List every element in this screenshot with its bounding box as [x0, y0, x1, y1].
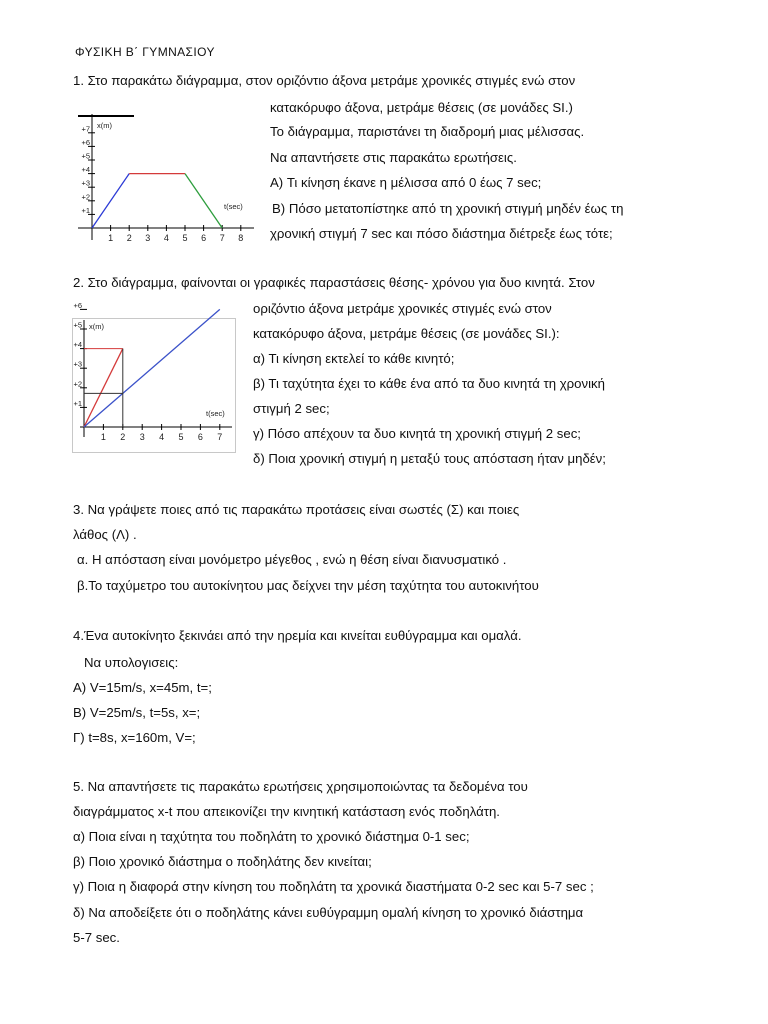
g2-y-tick-label: +4 [73, 340, 82, 350]
q3-line1: 3. Να γράψετε ποιες από τις παρακάτω προτάσεις είναι σωστές (Σ) και ποιες [73, 502, 520, 517]
q4-line4: B) V=25m/s, t=5s, x=; [73, 705, 201, 720]
document-title: ΦΥΣΙΚΗ Β΄ ΓΥΜΝΑΣΙΟΥ [75, 45, 215, 59]
g1-y-tick-label: +7 [81, 124, 90, 134]
g1-x-tick-label: 6 [201, 233, 207, 243]
q3-line2: λάθος (Λ) . [73, 527, 137, 542]
q4-line5: Γ) t=8s, x=160m, V=; [73, 730, 196, 745]
g2-x-tick-label: 2 [120, 432, 126, 442]
g2-y-axis-label: x(m) [89, 322, 104, 331]
q1-line1: 1. Στο παρακάτω διάγραμμα, στον οριζόντιο άξονα μετράμε χρονικές στιγμές ενώ στον [73, 73, 576, 88]
g2-y-tick-label: +2 [73, 379, 82, 389]
g2-series-line [84, 309, 220, 427]
g1-x-tick-label: 1 [108, 233, 114, 243]
g1-x-axis-label: t(sec) [224, 202, 243, 211]
g1-segment [92, 174, 129, 228]
g1-y-tick-label: +2 [81, 192, 90, 202]
g2-y-tick-label: +3 [73, 359, 82, 369]
q2-line4: α) Τι κίνηση εκτελεί το κάθε κινητό; [253, 351, 455, 366]
q3-line4: β.Το ταχύμετρο του αυτοκίνητου μας δείχνει την μέση ταχύτητα του αυτοκινήτου [77, 578, 539, 593]
g1-y-tick-label: +1 [81, 205, 90, 215]
q2-line7: γ) Πόσο απέχουν τα δυο κινητά τη χρονική στιγμή 2 sec; [253, 426, 581, 441]
g1-segment [185, 174, 222, 228]
bee-position-time-graph [70, 108, 255, 244]
q5-line1: 5. Να απαντήσετε τις παρακάτω ερωτήσεις χρησιμοποιώντας τα δεδομένα του [73, 779, 528, 794]
q1-line5: A) Τι κίνηση έκανε η μέλισσα από 0 έως 7 sec; [270, 175, 542, 190]
q1-line3: Το διάγραμμα, παριστάνει τη διαδρομή μιας μέλισσας. [270, 124, 585, 139]
q2-line1: 2. Στο διάγραμμα, φαίνονται οι γραφικές παραστάσεις θέσης- χρόνου για δυο κινητά. Στον [73, 275, 595, 290]
g2-x-tick-label: 4 [159, 432, 165, 442]
g1-x-tick-label: 3 [145, 233, 151, 243]
g2-x-tick-label: 1 [100, 432, 106, 442]
q4-line3: A) V=15m/s, x=45m, t=; [73, 680, 212, 695]
q5-line2: διαγράμματος x-t που απεικονίζει την κινητική κατάσταση ενός ποδηλάτη. [73, 804, 500, 819]
g1-x-tick-label: 5 [182, 233, 188, 243]
q2-line8: δ) Ποια χρονική στιγμή η μεταξύ τους απόσταση ήταν μηδέν; [253, 451, 606, 466]
q5-line4: β) Ποιο χρονικό διάστημα ο ποδηλάτης δεν κινείται; [73, 854, 372, 869]
q1-line6: B) Πόσο μετατοπίστηκε από τη χρονική στιγμή μηδέν έως τη [272, 201, 624, 216]
q4-line1: 4.Ένα αυτοκίνητο ξεκινάει από την ηρεμία και κινείται ευθύγραμμα και ομαλά. [73, 628, 522, 643]
g2-frame [73, 319, 236, 453]
g2-x-axis-label: t(sec) [206, 409, 225, 418]
q4-line2: Να υπολογισεις: [84, 655, 179, 670]
q5-line6: δ) Να αποδείξετε ότι ο ποδηλάτης κάνει ευθύγραμμη ομαλή κίνηση το χρονικό διάστημα [73, 905, 584, 920]
g1-y-tick-label: +6 [81, 137, 90, 147]
g1-y-axis-label: x(m) [97, 121, 112, 130]
g2-y-tick-label: +5 [73, 320, 82, 330]
q5-line5: γ) Ποια η διαφορά στην κίνηση του ποδηλάτη τα χρονικά διαστήματα 0-2 sec και 5-7 sec ; [73, 879, 594, 894]
q5-line3: α) Ποια είναι η ταχύτητα του ποδηλάτη το χρονικό διάστημα 0-1 sec; [73, 829, 470, 844]
q2-line2: οριζόντιο άξονα μετράμε χρονικές στιγμές ενώ στον [253, 301, 552, 316]
g1-y-tick-label: +5 [81, 151, 90, 161]
g1-x-tick-label: 8 [238, 233, 244, 243]
g1-y-tick-label: +4 [81, 165, 90, 175]
q1-line4: Να απαντήσετε στις παρακάτω ερωτήσεις. [270, 150, 517, 165]
q2-line3: κατακόρυφο άξονα, μετράμε θέσεις (σε μονάδες SI.): [253, 326, 560, 341]
q3-line3: α. Η απόσταση είναι μονόμετρο μέγεθος , ενώ η θέση είναι διανυσματικό . [77, 552, 507, 567]
two-bodies-position-time-graph [72, 300, 242, 454]
g2-y-tick-label: +1 [73, 398, 82, 408]
g1-x-tick-label: 2 [126, 233, 132, 243]
q2-line6: στιγμή 2 sec; [253, 401, 330, 416]
q1-line7: χρονική στιγμή 7 sec και πόσο διάστημα διέτρεξε έως τότε; [270, 226, 613, 241]
g2-y-tick-label: +6 [73, 300, 82, 310]
g2-x-tick-label: 3 [139, 432, 145, 442]
g1-y-tick-label: +3 [81, 178, 90, 188]
q5-line7: 5-7 sec. [73, 930, 120, 945]
q1-line2: κατακόρυφο άξονα, μετράμε θέσεις (σε μονάδες SI.) [270, 100, 573, 115]
g2-x-tick-label: 5 [178, 432, 184, 442]
g1-x-tick-label: 7 [219, 233, 225, 243]
g2-x-tick-label: 6 [197, 432, 203, 442]
g2-x-tick-label: 7 [217, 432, 223, 442]
q2-line5: β) Τι ταχύτητα έχει το κάθε ένα από τα δυο κινητά τη χρονική [253, 376, 605, 391]
g2-series-line [84, 349, 123, 427]
g1-x-tick-label: 4 [163, 233, 169, 243]
